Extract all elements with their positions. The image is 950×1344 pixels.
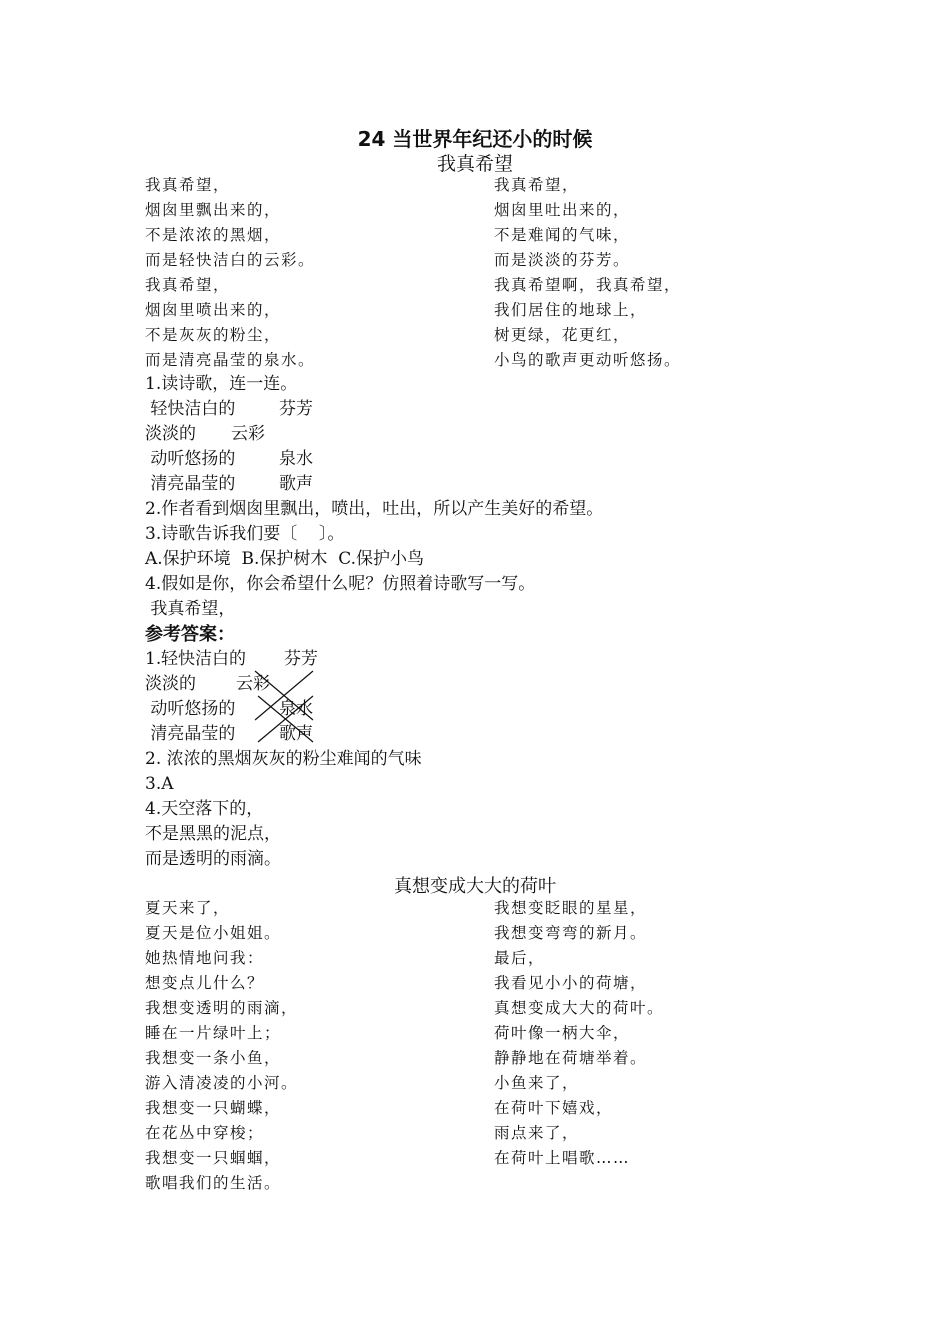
poem-line: 歌唱我们的生活。 [145,1174,282,1192]
poem-line: 我想变透明的雨滴， [145,999,299,1017]
poem-line: 她热情地问我： [145,949,265,967]
answers-heading: 参考答案： [145,624,235,645]
poem-line: 我真希望啊，我真希望， [494,276,682,294]
poem-line: 烟囱里喷出来的， [145,301,282,319]
poem-line: 小鱼来了， [494,1074,580,1092]
poem-line: 睡在一片绿叶上； [145,1024,282,1042]
poem2-title: 真想变成大大的荷叶 [394,876,556,897]
answer-match-right: 歌声 [279,724,313,744]
poem-line: 我想变眨眼的星星， [494,899,648,917]
poem-line: 我真希望， [494,176,580,194]
poem-line: 我想变一条小鱼， [145,1049,282,1067]
poem2-left-column [145,896,298,1196]
poem-line: 最后， [494,949,546,967]
poem-line: 我看见小小的荷塘， [494,974,648,992]
match-right-item: 歌声 [279,474,313,494]
question-2: 2.作者看到烟囱里飘出，喷出，吐出，所以产生美好的希望。 [145,499,604,519]
poem-line: 在花丛中穿梭； [145,1124,265,1142]
poem-line: 静静地在荷塘举着。 [494,1049,648,1067]
answer-match-left: 清亮晶莹的 [145,724,236,744]
poem-line: 游入清凌凌的小河。 [145,1074,299,1092]
answer-4-line: 不是黑黑的泥点， [145,824,281,844]
match-right-item: 泉水 [279,449,313,469]
answer-match-right: 云彩 [236,674,270,694]
poem-line: 而是清亮晶莹的泉水。 [145,351,316,369]
answer-match-left: 轻快洁白的 [161,649,246,669]
poem-line: 不是灰灰的粉尘， [145,326,282,344]
poem-line: 我想变弯弯的新月。 [494,924,648,942]
answer-match-right: 芬芳 [284,649,318,669]
poem2-right-column [494,896,664,1171]
match-left-item: 清亮晶莹的 [145,474,236,494]
lesson-title: 24 当世界年纪还小的时候 [357,127,593,151]
poem-line: 想变点儿什么？ [145,974,265,992]
poem-line: 我想变一只蝴蝶， [145,1099,282,1117]
poem1-title: 我真希望 [436,153,513,175]
poem-line: 夏天是位小姐姐。 [145,924,282,942]
poem-line: 我真希望， [145,276,231,294]
answer-match-left: 淡淡的 [145,674,196,694]
poem-line: 烟囱里吐出来的， [494,201,631,219]
match-right-item: 云彩 [231,424,265,444]
poem-line: 雨点来了， [494,1124,580,1142]
question-3: 3.诗歌告诉我们要〔 〕。 [145,524,345,544]
poem-line: 在荷叶上唱歌…… [494,1149,631,1167]
poem-line: 而是淡淡的芬芳。 [494,251,631,269]
answer-4-line: 4.天空落下的， [145,799,264,819]
poem-line: 在荷叶下嬉戏， [494,1099,614,1117]
question-4-start: 我真希望， [145,599,236,619]
poem-line: 小鸟的歌声更动听悠扬。 [494,351,682,369]
answer-3: 3.A [145,774,174,794]
poem-line: 我们居住的地球上， [494,301,648,319]
question-3-options: A.保护环境 B.保护树木 C.保护小鸟 [145,549,424,569]
answer-match-left: 动听悠扬的 [145,699,236,719]
poem-line: 我想变一只蝈蝈， [145,1149,282,1167]
poem-line: 烟囱里飘出来的， [145,201,282,219]
match-left-item: 淡淡的 [145,424,196,444]
match-right-item: 芬芳 [279,399,313,419]
question-4: 4.假如是你，你会希望什么呢？仿照着诗歌写一写。 [145,574,536,594]
poem-line: 真想变成大大的荷叶。 [494,999,665,1017]
answer-match-right: 泉水 [279,699,313,719]
poem-line: 而是轻快洁白的云彩。 [145,251,316,269]
answer-4-line: 而是透明的雨滴。 [145,849,281,869]
question-1: 1.读诗歌，连一连。 [145,374,298,394]
poem-line: 夏天来了， [145,899,231,917]
poem-line: 荷叶像一柄大伞， [494,1024,631,1042]
poem-line: 我真希望， [145,176,231,194]
match-left-item: 动听悠扬的 [145,449,236,469]
poem-line: 不是难闻的气味， [494,226,631,244]
poem-line: 不是浓浓的黑烟， [145,226,282,244]
match-left-item: 轻快洁白的 [145,399,236,419]
answer-number: 1. [145,649,162,669]
answer-2: 2. 浓浓的黑烟灰灰的粉尘难闻的气味 [145,749,422,769]
poem-line: 树更绿，花更红， [494,326,631,344]
